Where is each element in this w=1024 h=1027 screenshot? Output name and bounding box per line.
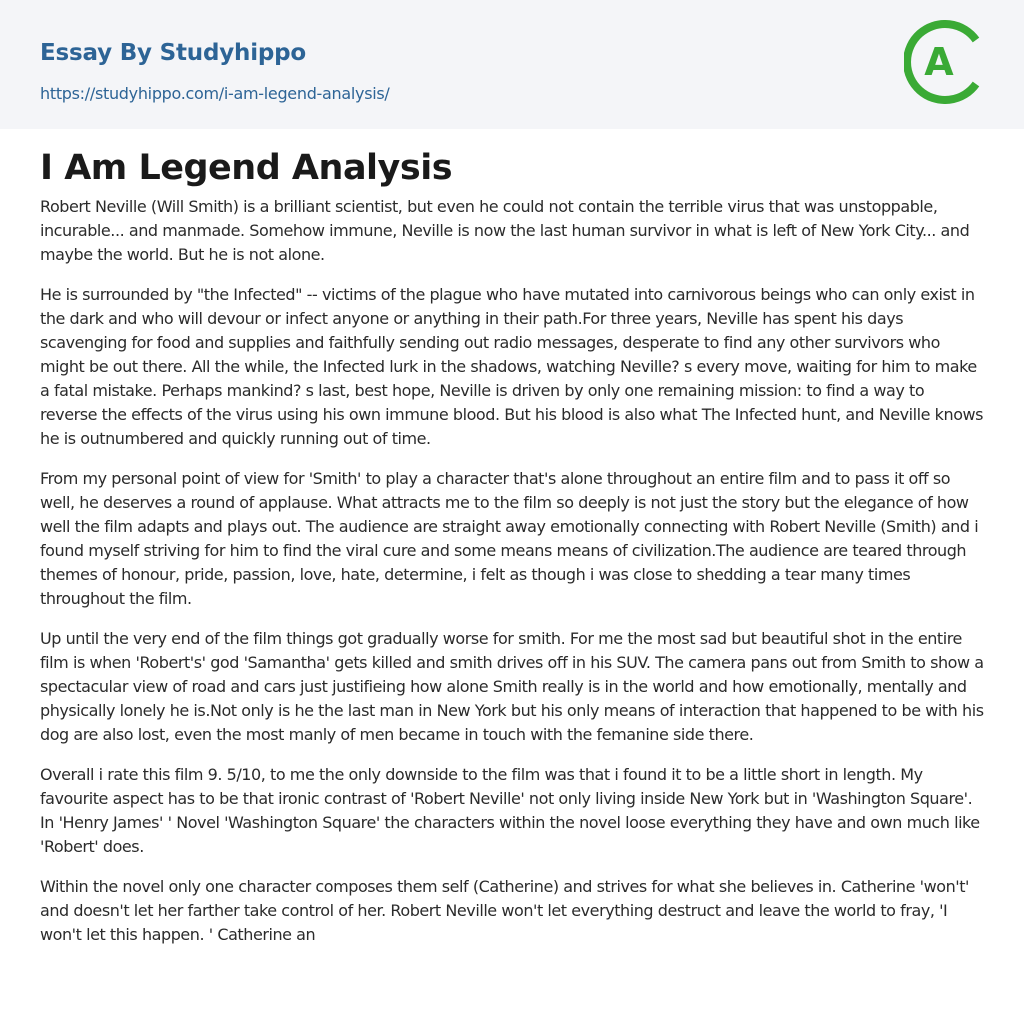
source-url-link[interactable]: https://studyhippo.com/i-am-legend-analysis/ <box>40 84 390 103</box>
brand-title[interactable]: Essay By Studyhippo <box>40 40 307 66</box>
paragraph: He is surrounded by "the Infected" -- victims of the plague who have mutated into carnivorous beings who can only exist in the dark and who will devour or infect anyone or anything in their path.For three years, Neville has spent his days scavenging for food and supplies and faithfully sending out radio messages, desperate to find any other survivors who might be out there. All the while, the Infected lurk in the shadows, watching Neville? s every move, waiting for him to make a fatal mistake. Perhaps mankind? s last, best hope, Neville is driven by only one remaining mission: to find a way to reverse the effects of the virus using his own immune blood. But his blood is also what The Infected hunt, and Neville knows he is outnumbered and quickly running out of time. <box>40 285 984 448</box>
paragraph: Robert Neville (Will Smith) is a brilliant scientist, but even he could not contain the terrible virus that was unstoppable, incurable... and manmade. Somehow immune, Neville is now the last human survivor in what is left of New York City... and maybe the world. But he is not alone. <box>40 197 970 264</box>
logo-letter: A <box>924 40 954 84</box>
paragraph: Within the novel only one character composes them self (Catherine) and strives for what she believes in. Catherine 'won't' and doesn't let her farther take control of her. Robert Neville won't let everything destruct and leave the world to fray, 'I won't let this happen. ' Catherine an <box>40 877 969 944</box>
site-header <box>0 0 1024 129</box>
paragraph: Overall i rate this film 9. 5/10, to me the only downside to the film was that i found it to be a little short in length. My favourite aspect has to be that ironic contrast of 'Robert Neville' not only living inside New York but in 'Washington Square'. In 'Henry James' ' Novel 'Washington Square' the characters within the novel loose everything they have and own much like 'Robert' does. <box>40 765 980 856</box>
paragraph: From my personal point of view for 'Smith' to play a character that's alone throughout an entire film and to pass it off so well, he deserves a round of applause. What attracts me to the film so deeply is not just the story but the elegance of how well the film adapts and plays out. The audience are straight away emotionally connecting with Robert Neville (Smith) and i found myself striving for him to find the viral cure and some means means of civilization.The audience are teared through themes of honour, pride, passion, love, hate, determine, i felt as though i was close to shedding a tear many times throughout the film. <box>40 469 979 608</box>
page-title: I Am Legend Analysis <box>40 148 453 188</box>
paragraph: Up until the very end of the film things got gradually worse for smith. For me the most sad but beautiful shot in the entire film is when 'Robert's' god 'Samantha' gets killed and smith drives off in his SUV. The camera pans out from Smith to show a spectacular view of road and cars just justifieing how alone Smith really is in the world and how emotionally, mentally and physically lonely he is.Not only is he the last man in New York but his only means of interaction that happened to be with his dog are also lost, even the most manly of men became in touch with the femanine side there. <box>40 629 984 744</box>
studyhippo-logo-icon[interactable] <box>904 20 988 104</box>
article <box>40 146 984 963</box>
